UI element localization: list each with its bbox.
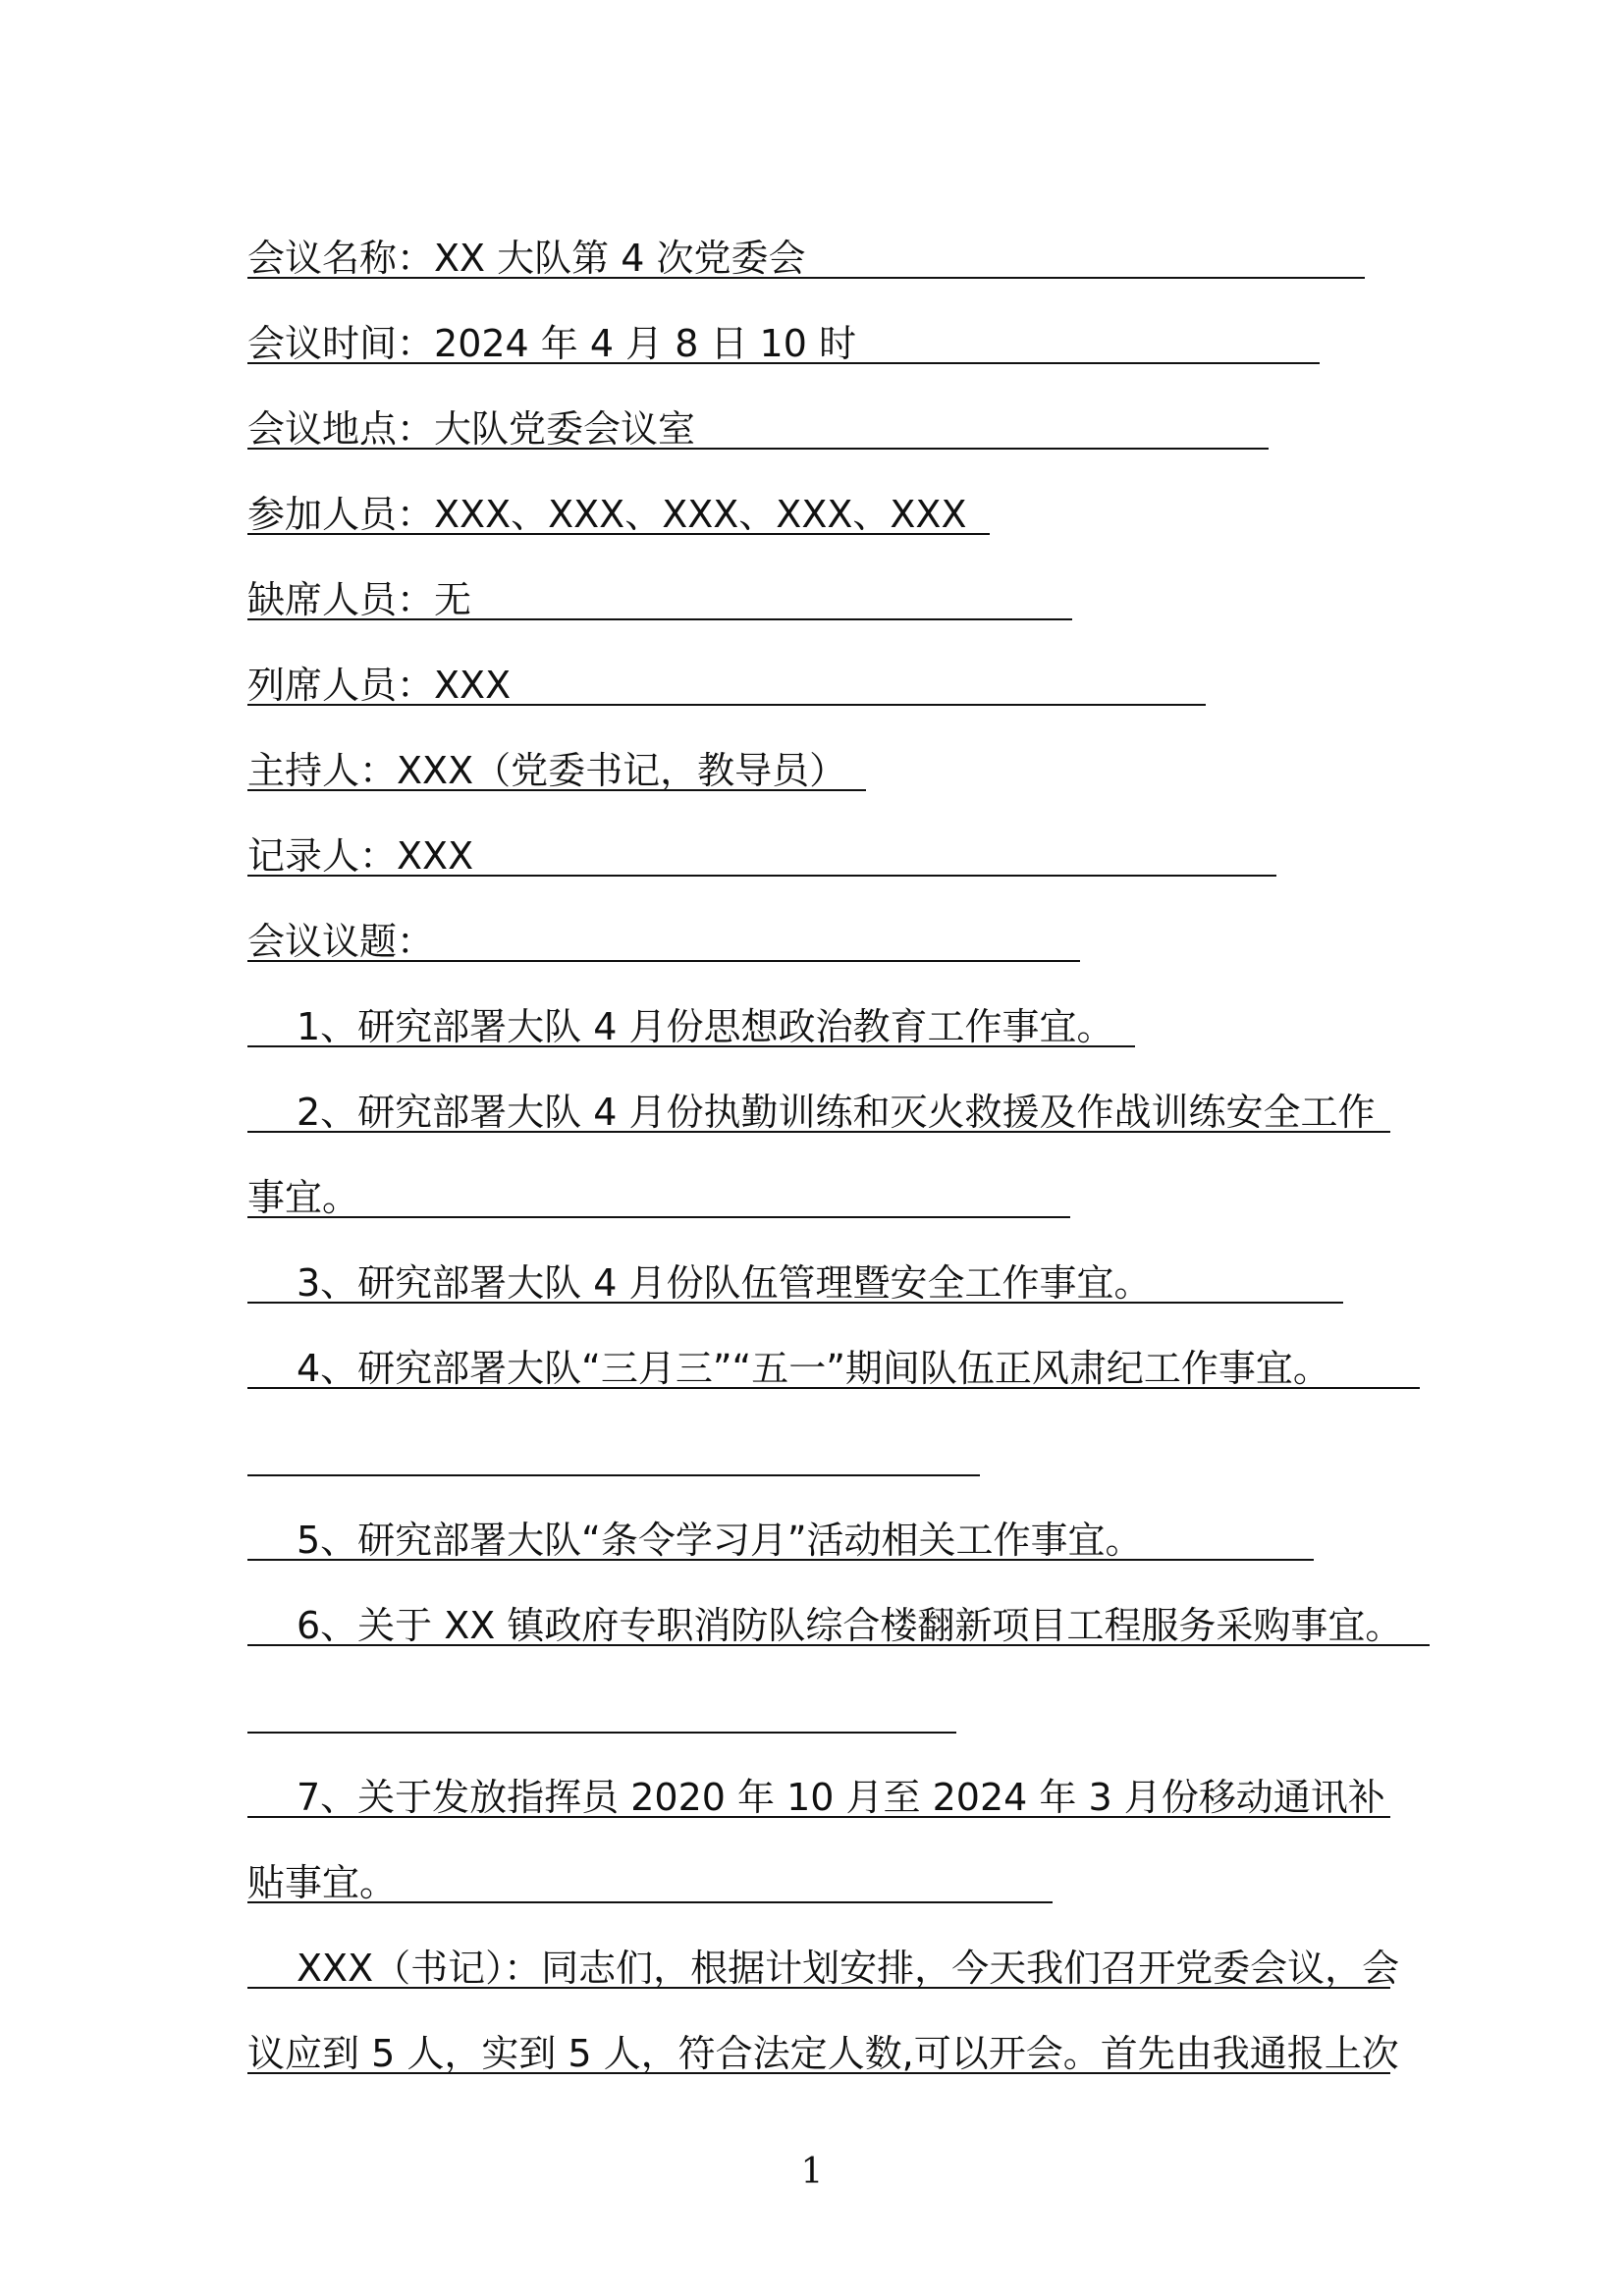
topic-text: 贴事宜。: [247, 1861, 398, 1904]
underline: [247, 960, 1080, 962]
observers-value: XXX: [434, 664, 512, 707]
topic-item: [247, 1518, 1143, 1565]
speech-text: 议应到 5 人，实到 5 人，符合法定人数,可以开会。首先由我通报上次: [247, 2032, 1399, 2075]
speech-text: XXX（书记）：同志们，根据计划安排，今天我们召开党委会议，会: [297, 1947, 1400, 1990]
attendees-label: 参加人员：: [247, 493, 435, 536]
underline: [247, 1474, 980, 1476]
speech-line: [247, 1946, 1399, 1993]
topic-text: 事宜。: [247, 1176, 360, 1219]
underline: [247, 1987, 1390, 1989]
attendees-line: [247, 492, 967, 539]
underline: [247, 1644, 1430, 1646]
topic-text: 5、研究部署大队“条令学习月”活动相关工作事宜。: [297, 1519, 1143, 1562]
topic-text: 4、研究部署大队“三月三”“五一”期间队伍正风肃纪工作事宜。: [297, 1347, 1330, 1390]
meeting-place-line: [247, 406, 695, 454]
underline: [247, 1732, 956, 1734]
underline: [247, 277, 1365, 279]
meeting-time-line: [247, 321, 856, 368]
topic-item: [247, 1004, 1114, 1051]
topic-text: 7、关于发放指挥员 2020 年 10 月至 2024 年 3 月份移动通讯补: [297, 1776, 1385, 1819]
recorder-value: XXX: [397, 834, 474, 878]
underline: [247, 875, 1276, 877]
underline: [247, 448, 1269, 450]
underline: [247, 1387, 1420, 1389]
underline: [247, 1045, 1135, 1047]
host-label: 主持人：: [247, 749, 398, 792]
underline: [247, 1302, 1343, 1304]
host-line: [247, 748, 846, 795]
topic-item: [247, 1346, 1330, 1393]
recorder-label: 记录人：: [247, 834, 398, 878]
attendees-value: XXX、XXX、XXX、XXX、XXX: [434, 493, 967, 536]
topic-item-continuation: [247, 1860, 397, 1907]
meeting-time-value: 2024 年 4 月 8 日 10 时: [434, 322, 856, 365]
observers-label: 列席人员：: [247, 664, 435, 707]
absent-label: 缺席人员：: [247, 578, 435, 621]
topics-label: 会议议题：: [247, 920, 435, 963]
meeting-place-label: 会议地点：: [247, 407, 435, 451]
underline: [247, 1216, 1070, 1218]
host-value: XXX（党委书记，教导员）: [397, 749, 847, 792]
absent-value: 无: [434, 578, 472, 621]
topic-item: [247, 1775, 1385, 1822]
topic-text: 2、研究部署大队 4 月份执勤训练和灭火救援及作战训练安全工作: [297, 1091, 1376, 1134]
topic-text: 6、关于 XX 镇政府专职消防队综合楼翻新项目工程服务采购事宜。: [297, 1604, 1403, 1647]
meeting-place-value: 大队党委会议室: [434, 407, 696, 451]
topic-text: 1、研究部署大队 4 月份思想政治教育工作事宜。: [297, 1005, 1114, 1048]
underline: [247, 1816, 1390, 1818]
underline: [247, 1559, 1314, 1561]
meeting-name-line: [247, 236, 806, 283]
underline: [247, 789, 866, 791]
underline: [247, 1901, 1053, 1903]
underline: [247, 362, 1320, 364]
page-number: 1: [800, 2152, 824, 2192]
topics-label-line: [247, 919, 434, 966]
absent-line: [247, 577, 471, 624]
underline: [247, 618, 1072, 620]
topic-text: 3、研究部署大队 4 月份队伍管理暨安全工作事宜。: [297, 1261, 1152, 1305]
topic-item: [247, 1090, 1376, 1137]
topic-item: [247, 1260, 1152, 1308]
topic-item-continuation: [247, 1175, 359, 1222]
underline: [247, 704, 1206, 706]
topic-item: [247, 1603, 1402, 1650]
underline: [247, 2072, 1390, 2074]
recorder-line: [247, 833, 473, 881]
speech-line: [247, 2031, 1399, 2078]
observers-line: [247, 663, 511, 710]
meeting-name-label: 会议名称：: [247, 237, 435, 280]
underline: [247, 1131, 1390, 1133]
meeting-time-label: 会议时间：: [247, 322, 435, 365]
underline: [247, 533, 990, 535]
meeting-name-value: XX 大队第 4 次党委会: [434, 237, 806, 280]
